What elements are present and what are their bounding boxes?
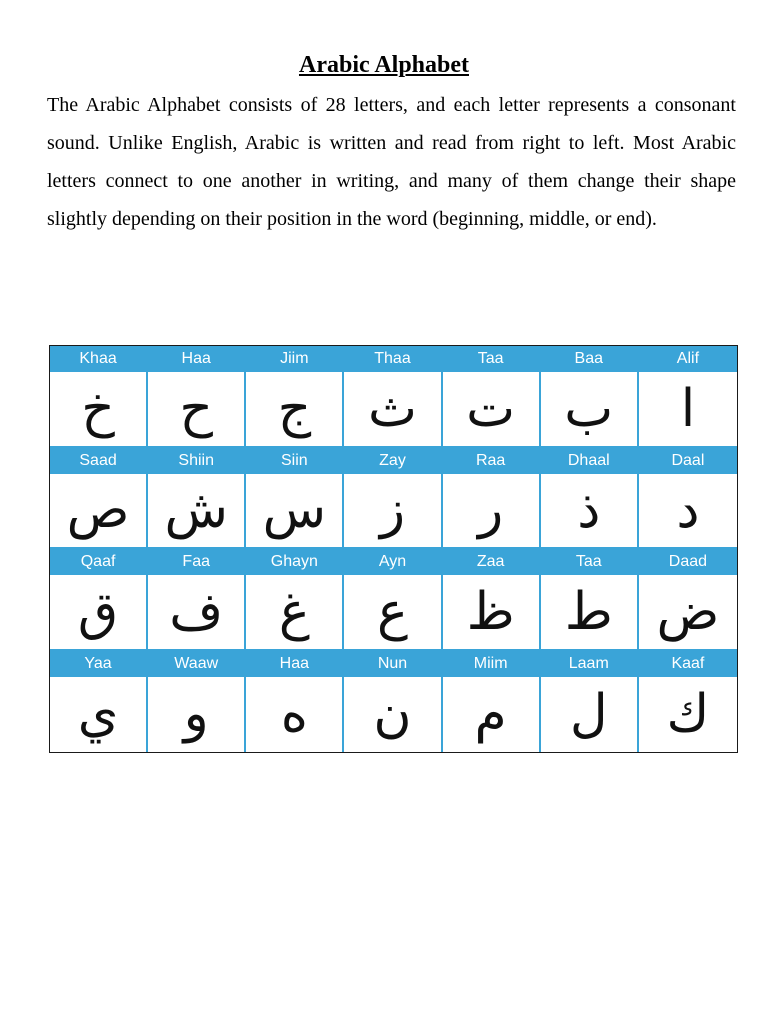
- letter-glyph: م: [474, 684, 507, 745]
- letter-glyph: ل: [569, 684, 608, 745]
- letter-name: Waaw: [148, 651, 244, 677]
- letter-name: Shiin: [148, 448, 244, 474]
- letter-cell: [541, 651, 639, 753]
- letter-cell: [148, 549, 246, 651]
- letter-name: Ayn: [344, 549, 440, 575]
- letter-name: Taa: [541, 549, 637, 575]
- letter-name: Zaa: [443, 549, 539, 575]
- letter-glyph: ه: [280, 684, 308, 745]
- letter-cell: [344, 346, 442, 448]
- letter-glyph: ح: [179, 378, 213, 439]
- letter-name: Khaa: [50, 346, 146, 372]
- letter-glyph: ج: [277, 378, 312, 439]
- letter-name: Nun: [344, 651, 440, 677]
- letter-cell: [443, 448, 541, 550]
- letter-glyph: غ: [278, 581, 310, 642]
- letter-cell: [50, 346, 148, 448]
- arabic-alphabet-chart: [49, 345, 738, 753]
- letter-name: Saad: [50, 448, 146, 474]
- letter-name: Siin: [246, 448, 342, 474]
- letter-name: Zay: [344, 448, 440, 474]
- letter-glyph: ظ: [466, 581, 515, 642]
- letter-glyph: ط: [564, 581, 613, 642]
- letter-cell: [443, 651, 541, 753]
- letter-glyph: د: [676, 480, 700, 541]
- letter-cell: [443, 346, 541, 448]
- letter-name: Taa: [443, 346, 539, 372]
- letter-glyph: ي: [77, 684, 119, 745]
- letter-glyph: ر: [478, 480, 504, 541]
- letter-name: Haa: [246, 651, 342, 677]
- letter-cell: [541, 346, 639, 448]
- letter-glyph: س: [262, 480, 327, 541]
- letter-name: Kaaf: [639, 651, 737, 677]
- letter-cell: [50, 448, 148, 550]
- letter-cell: [148, 448, 246, 550]
- letter-cell: [148, 651, 246, 753]
- letter-cell: [246, 549, 344, 651]
- letter-cell: [639, 346, 737, 448]
- letter-glyph: ن: [373, 684, 412, 745]
- letter-cell: [344, 448, 442, 550]
- letter-cell: [246, 448, 344, 550]
- letter-name: Faa: [148, 549, 244, 575]
- letter-cell: [148, 346, 246, 448]
- letter-glyph: ش: [164, 480, 228, 541]
- letter-name: Daal: [639, 448, 737, 474]
- letter-name: Raa: [443, 448, 539, 474]
- letter-cell: [443, 549, 541, 651]
- letter-name: Yaa: [50, 651, 146, 677]
- letter-cell: [246, 651, 344, 753]
- letter-name: Jiim: [246, 346, 342, 372]
- letter-cell: [541, 448, 639, 550]
- letter-name: Alif: [639, 346, 737, 372]
- letter-glyph: ذ: [577, 480, 601, 541]
- page-title: Arabic Alphabet: [298, 52, 469, 78]
- letter-glyph: ع: [376, 581, 409, 642]
- letter-name: Dhaal: [541, 448, 637, 474]
- letter-name: Daad: [639, 549, 737, 575]
- letter-cell: [50, 651, 148, 753]
- letter-cell: [50, 549, 148, 651]
- letter-name: Baa: [541, 346, 637, 372]
- letter-cell: [344, 651, 442, 753]
- letter-glyph: ص: [66, 480, 130, 541]
- letter-glyph: ف: [169, 581, 224, 642]
- letter-cell: [246, 346, 344, 448]
- letter-glyph: ث: [368, 378, 417, 439]
- letter-glyph: و: [183, 684, 209, 745]
- letter-cell: [639, 651, 737, 753]
- letter-glyph: ز: [379, 480, 406, 541]
- letter-name: Ghayn: [246, 549, 342, 575]
- letter-cell: [344, 549, 442, 651]
- letter-name: Laam: [541, 651, 637, 677]
- letter-glyph: ت: [466, 378, 516, 439]
- letter-glyph: ا: [680, 378, 696, 439]
- letter-name: Qaaf: [50, 549, 146, 575]
- letter-name: Haa: [148, 346, 244, 372]
- intro-paragraph: The Arabic Alphabet consists of 28 letters, and each letter represents a consonant sound. Unlike English, Arabic is written and read from right to left. Most Arabic letters connect to one another in writing, and many of them change their shape slightly depending on their position in the word (beginning, middle, or end).: [47, 94, 736, 230]
- letter-cell: [541, 549, 639, 651]
- letter-glyph: خ: [81, 378, 115, 439]
- letter-name: Miim: [443, 651, 539, 677]
- letter-glyph: ق: [77, 581, 119, 642]
- letter-cell: [639, 448, 737, 550]
- letter-glyph: ب: [564, 378, 614, 439]
- letter-glyph: ك: [666, 684, 710, 745]
- letter-cell: [639, 549, 737, 651]
- letter-name: Thaa: [344, 346, 440, 372]
- letter-glyph: ض: [656, 581, 720, 642]
